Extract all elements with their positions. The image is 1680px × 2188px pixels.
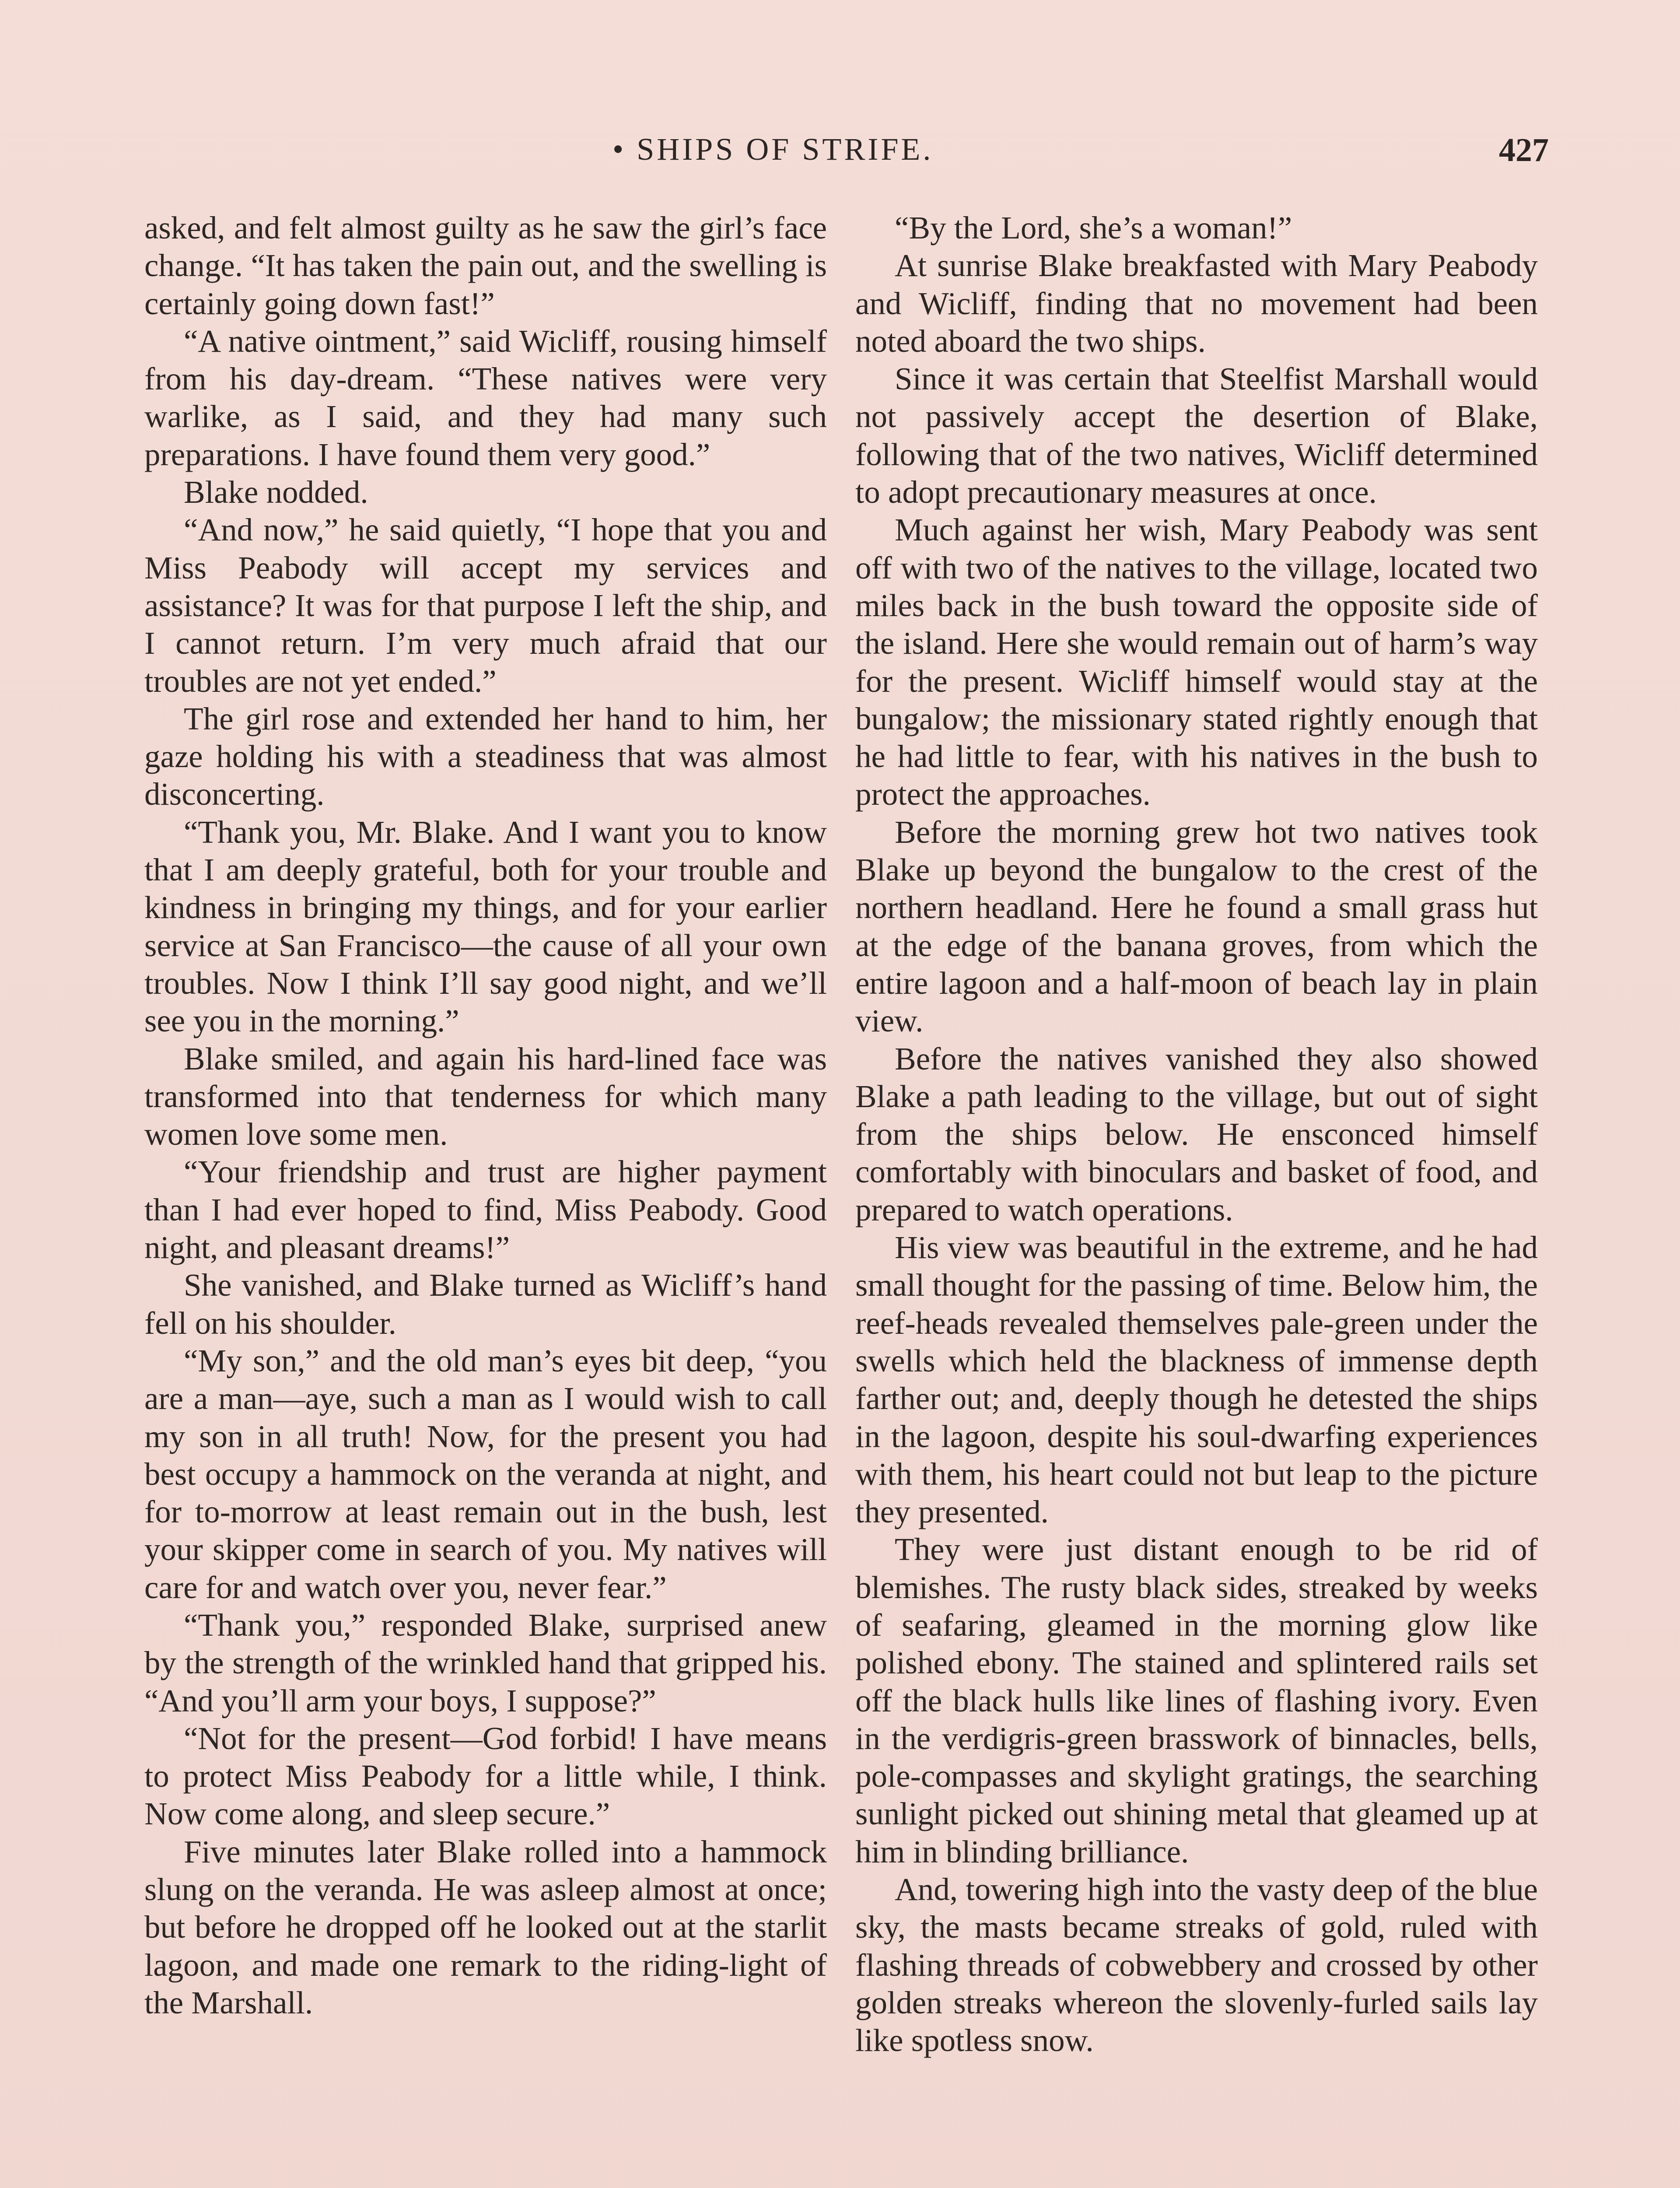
right-text-column	[855, 209, 1538, 2060]
paragraph: At sunrise Blake breakfasted with Mary Peabody and Wicliff, finding that no movement had been noted aboard the two ships.	[855, 248, 1538, 359]
paragraph: Since it was certain that Steelfist Marshall would not passively accept the desertion of Blake, following that of the two natives, Wicliff determined to adopt precautionary measures at once.	[855, 361, 1538, 510]
left-text-column	[144, 209, 827, 2022]
paragraph: “Thank you, Mr. Blake. And I want you to know that I am deeply grateful, both for your trouble and kindness in bringing my things, and for your earlier service at San Francisco—the cause of all your own troubles. Now I think I’ll say good night, and we’ll see you in the morning.”	[144, 814, 827, 1039]
paragraph: His view was beautiful in the extreme, and he had small thought for the passing of time. Below him, the reef-heads revealed themselves pale-green under the swells which held the blackness of immense depth farther out; and, deeply though he detested the ships in the lagoon, despite his soul-dwarfing experiences with them, his heart could not but leap to the picture they presented.	[855, 1230, 1538, 1530]
paragraph: Blake smiled, and again his hard-lined face was transformed into that tenderness for which many women love some men.	[144, 1041, 827, 1152]
paragraph: The girl rose and extended her hand to him, her gaze holding his with a steadiness that was almost disconcerting.	[144, 701, 827, 812]
page-number: 427	[1499, 132, 1549, 168]
paragraph: Before the morning grew hot two natives took Blake up beyond the bungalow to the crest of the northern headland. Here he found a small grass hut at the edge of the banana groves, from which the entire lagoon and a half-moon of beach lay in plain view.	[855, 814, 1538, 1039]
paragraph: “And now,” he said quietly, “I hope that you and Miss Peabody will accept my services and assistance? It was for that purpose I left the ship, and I cannot return. I’m very much afraid that our troubles are not yet ended.”	[144, 512, 827, 699]
paragraph: Before the natives vanished they also showed Blake a path leading to the village, but out of sight from the ships below. He ensconced himself comfortably with binoculars and basket of food, and prepared to watch operations.	[855, 1041, 1538, 1227]
paragraph: Five minutes later Blake rolled into a hammock slung on the veranda. He was asleep almost at once; but before he dropped off he looked out at the starlit lagoon, and made one remark to the riding-light of the Marshall.	[144, 1834, 827, 2020]
paragraph: “My son,” and the old man’s eyes bit deep, “you are a man—aye, such a man as I would wish to call my son in all truth! Now, for the present you had best occupy a hammock on the veranda at night, and for to-morrow at least remain out in the bush, lest your skipper come in search of you. My natives will care for and watch over you, never fear.”	[144, 1343, 827, 1605]
paragraph: “Your friendship and trust are higher payment than I had ever hoped to find, Miss Peabody. Good night, and pleasant dreams!”	[144, 1154, 827, 1266]
paragraph: They were just distant enough to be rid of blemishes. The rusty black sides, streaked by weeks of seafaring, gleamed in the morning glow like polished ebony. The stained and splintered rails set off the black hulls like lines of flashing ivory. Even in the verdigris-green brasswork of binnacles, bells, pole-compasses and skylight gratings, the searching sunlight picked out shining metal that gleamed up at him in blinding brilliance.	[855, 1532, 1538, 1869]
paragraph: And, towering high into the vasty deep of the blue sky, the masts became streaks of gold, ruled with flashing threads of cobwebbery and crossed by other golden streaks whereon the slovenly-furled sails lay like spotless snow.	[855, 1872, 1538, 2058]
paragraph: She vanished, and Blake turned as Wicliff’s hand fell on his shoulder.	[144, 1267, 827, 1341]
paragraph: Blake nodded.	[184, 474, 368, 510]
paragraph: “By the Lord, she’s a woman!”	[895, 210, 1292, 245]
paragraph: asked, and felt almost guilty as he saw the girl’s face change. “It has taken the pain out, and the swelling is certainly going down fast!”	[144, 210, 827, 321]
paragraph: “Thank you,” responded Blake, surprised anew by the strength of the wrinkled hand that gripped his. “And you’ll arm your boys, I suppose?”	[144, 1607, 827, 1718]
paragraph: “A native ointment,” said Wicliff, rousing himself from his day-dream. “These natives were very warlike, as I said, and they had many such preparations. I have found them very good.”	[144, 323, 827, 472]
paragraph: “Not for the present—God forbid! I have means to protect Miss Peabody for a little while, I think. Now come along, and sleep secure.”	[144, 1720, 827, 1832]
page-header	[612, 131, 1549, 184]
running-title: • SHIPS OF STRIFE.	[612, 132, 934, 167]
paragraph: Much against her wish, Mary Peabody was sent off with two of the natives to the village, located two miles back in the bush toward the opposite side of the island. Here she would remain out of harm’s way for the present. Wicliff himself would stay at the bungalow; the missionary stated rightly enough that he had little to fear, with his natives in the bush to protect the approaches.	[855, 512, 1538, 812]
